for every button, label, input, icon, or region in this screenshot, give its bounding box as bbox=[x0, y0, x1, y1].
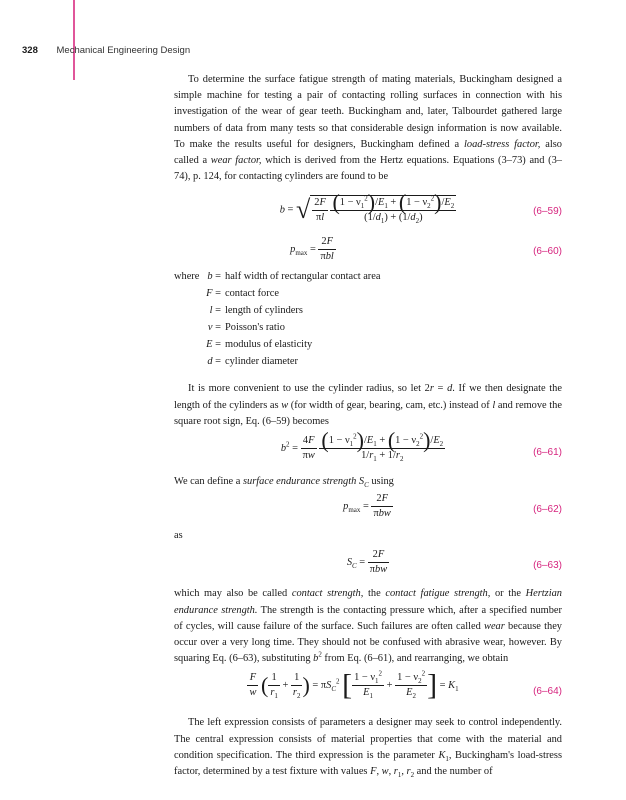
variable-definitions: where b = half width of rectangular contact area F = contact force l = length of cylinders ν = Poisson's ratio E = modulus of elasticity d = cylinder diameter bbox=[174, 269, 562, 381]
book-title: Mechanical Engineering Design bbox=[56, 45, 191, 56]
var-symbol: b bbox=[207, 271, 213, 283]
var-definition: half width of rectangular contact area bbox=[225, 271, 381, 283]
equation-6-60: $p_{max}$ = $\frac{2F}{\text{πbl}}$ (6–60) bbox=[290, 236, 562, 263]
equation-number: (6–59) bbox=[533, 206, 562, 218]
equation-number: (6–62) bbox=[533, 504, 562, 516]
equation-number: (6–60) bbox=[533, 246, 562, 258]
var-symbol: F bbox=[206, 288, 213, 300]
var-definition: Poisson's ratio bbox=[225, 322, 285, 334]
var-definition: cylinder diameter bbox=[225, 356, 298, 368]
var-symbol: E bbox=[206, 339, 213, 351]
equation-6-61: $b^2$ = $\frac{4F}{\pi w}$ $\frac{(1 - \nu_1^2)/E_1 + (1 - \nu_2^2)/E_2}{1/r_1 + 1/r_2}$ (6–61) bbox=[280, 427, 562, 464]
margin-rule bbox=[73, 0, 75, 80]
where-label: where bbox=[174, 271, 200, 283]
var-symbol: ν bbox=[207, 322, 213, 334]
paragraph-intro: To determine the surface fatigue strength of mating materials, Buckingham designed a simple machine for testing a pair of contacting rolling surfaces in connection with his investigation of the wear of gear teeth. Buckingham and, later, Talbourdet gathered large numbers of data from many tests so that considerable design information is now available. To make the results useful for designers, Buckingham defined a load-stress factor, also called a wear factor, which is derived from the Hertz equations. Equations (3–73) and (3–74), p. 124, for contacting cylinders are found to be bbox=[174, 74, 562, 183]
equation-6-62: $p_{max}$ = $\frac{2F}{\text{πbw}}$ (6–62) bbox=[343, 493, 562, 520]
var-definition: contact force bbox=[225, 288, 279, 300]
page-content bbox=[174, 72, 562, 780]
var-symbol: l bbox=[209, 305, 213, 317]
var-symbol: d bbox=[207, 356, 213, 368]
equation-number: (6–64) bbox=[533, 686, 562, 698]
paragraph-contact-strength: which may also be called contact strength, the contact fatigue strength, or the Hertzian endurance strength. The strength is the contacting pressure which, after a specified number of cycles, will cause failure of the surface. Such failures are often called wear because they occur over a very long time. They should not be confused with abrasive wear, however. By squaring Eq. (6–63), substituting $b^2$ from Eq. (6–61), and rearranging, we obtain bbox=[174, 588, 563, 665]
var-definition: modulus of elasticity bbox=[225, 339, 313, 351]
equation-6-63: $S_C$ = $\frac{2F}{\text{πbw}}$ (6–63) bbox=[346, 549, 562, 576]
page-number: 328 bbox=[22, 45, 38, 56]
equation-number: (6–61) bbox=[533, 447, 562, 459]
paragraph-radius: It is more convenient to use the cylinder radius, so let 2r = d. If we then designate the length of the cylinders as w (for width of gear, bearing, cam, etc.) instead of l and remove the square root sign, Eq. (6–59) becomes bbox=[174, 383, 562, 427]
running-header bbox=[22, 45, 190, 56]
paragraph-define: We can define a surface endurance strength $S_C$ using bbox=[174, 476, 394, 490]
equation-6-59: b = √ $\frac{2F}{\pi l}$ $\frac{(1 - \nu_1^2)/E_1 + (1 - \nu_2^2)/E_2}{(1/d_1) + (1/d_2)}$ (6–59) bbox=[279, 190, 562, 226]
paragraph-as: as bbox=[174, 530, 183, 542]
var-definition: length of cylinders bbox=[225, 305, 303, 317]
equation-number: (6–63) bbox=[533, 560, 562, 572]
equation-6-64: $\frac{F}{w}$ ( $\frac{1}{r_1}$ + $\frac{1}{r_2}$ ) = $\pi S_C^2$ [ $\frac{1 - \nu_1^2}{E_1}$ + $\frac{1 - \nu_2^2}{E_2}$ ] = $K_1$ (6–64) bbox=[249, 668, 562, 702]
paragraph-expressions: The left expression consists of parameters a designer may seek to control independently. The central expression consists of material properties that come with the material and condition specification. The third expression is the parameter $K_1$, Buckingham's load-stress factor, determined by a test fixture with values F, w, $r_1$, $r_2$ and the number of bbox=[174, 717, 563, 780]
